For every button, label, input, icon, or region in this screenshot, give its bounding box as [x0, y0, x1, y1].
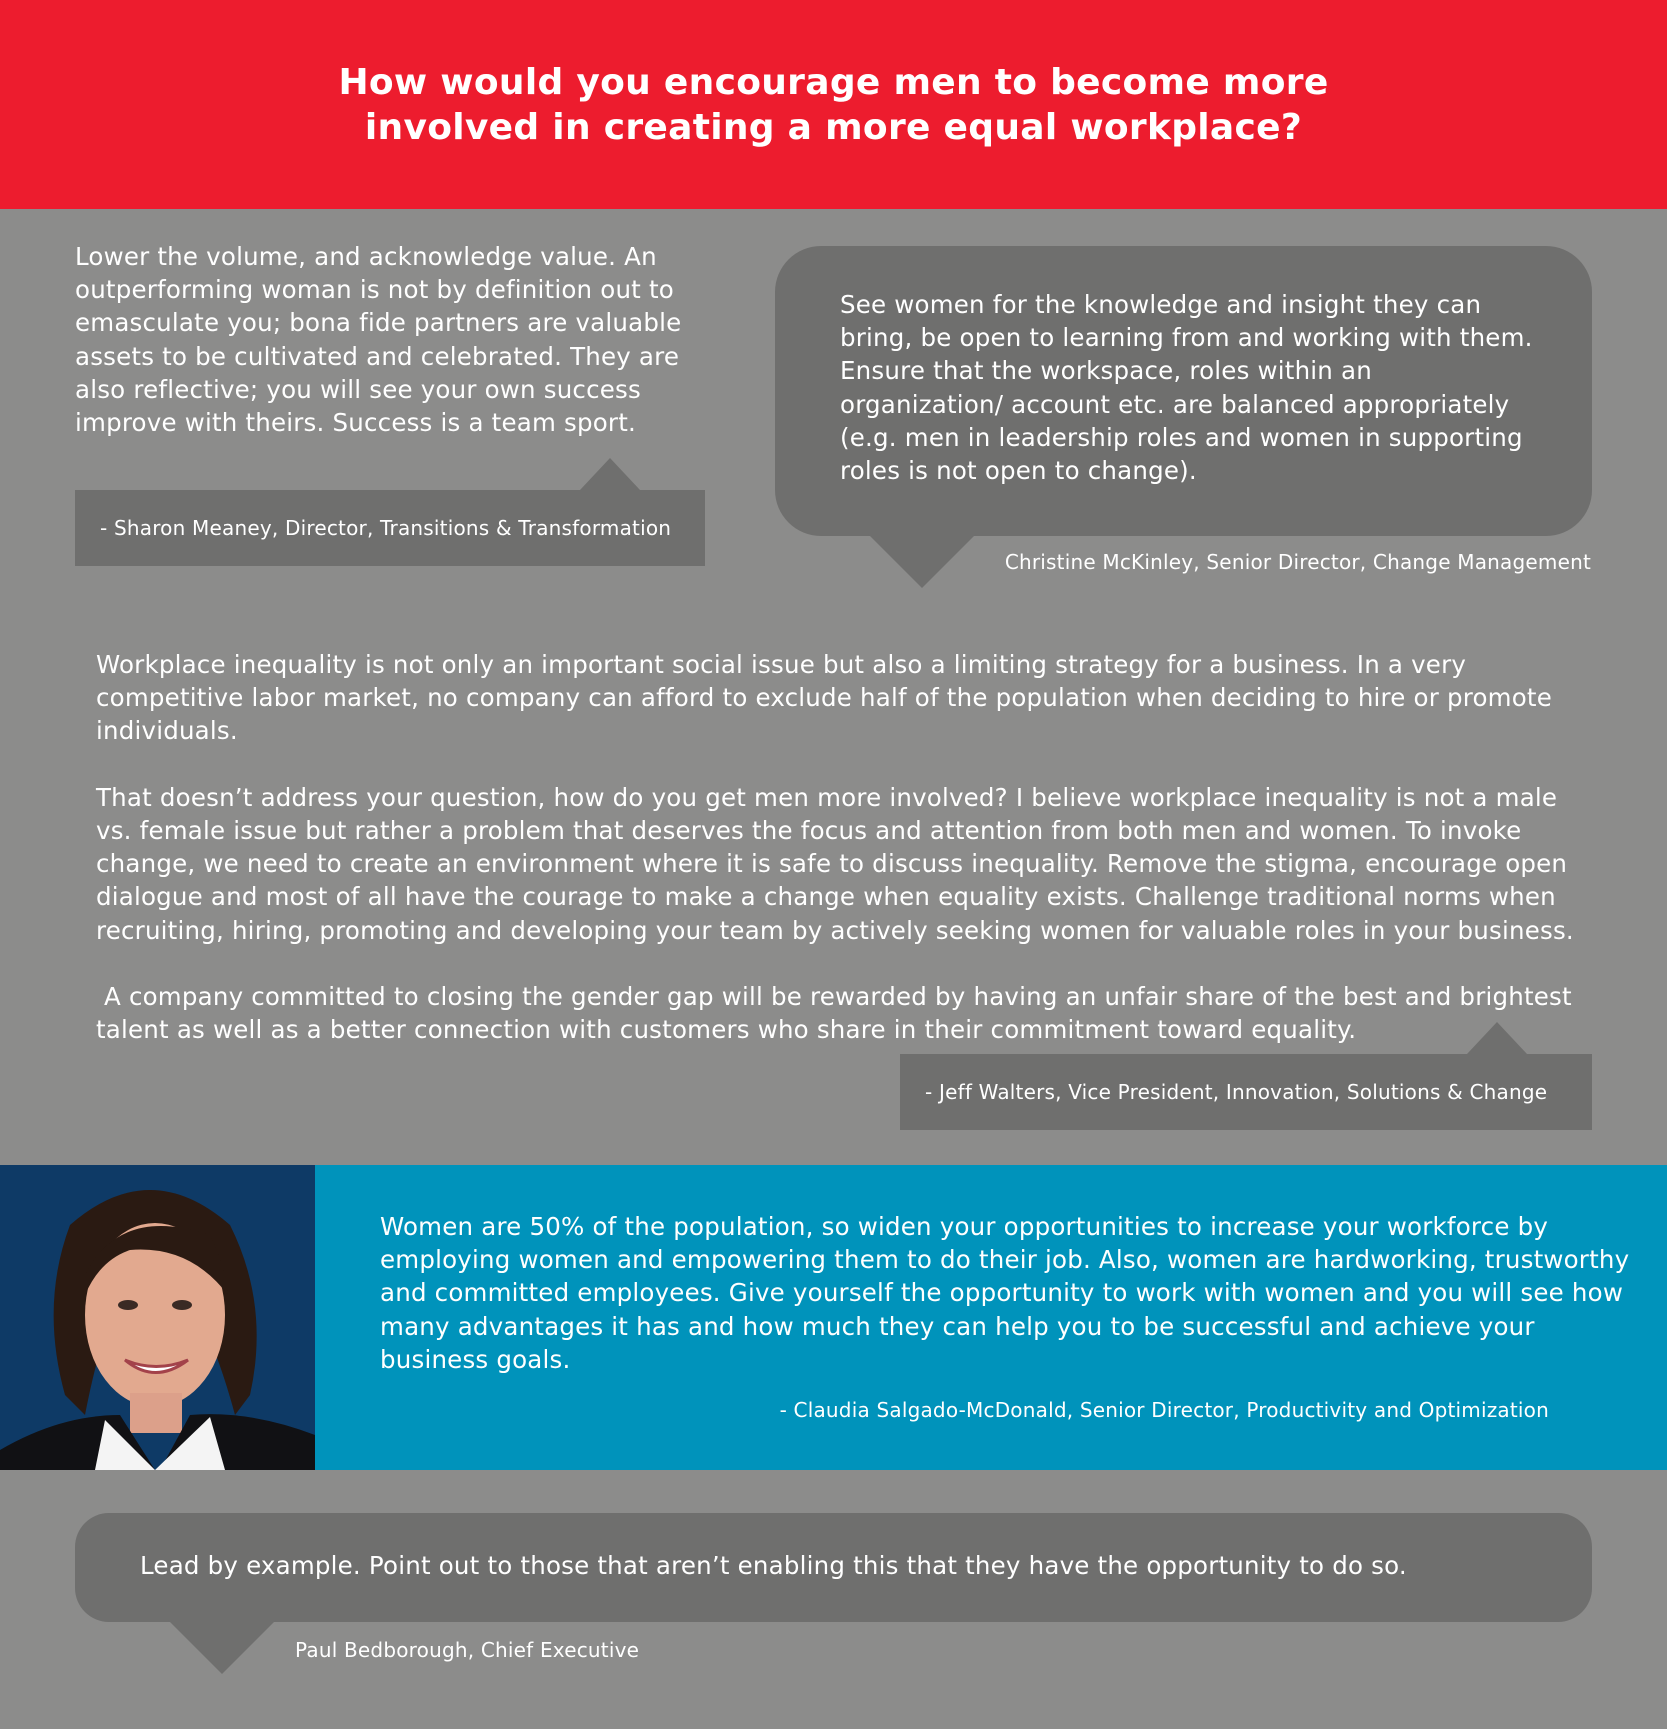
speech-bubble-christine: [775, 246, 1592, 536]
quote-jeff-text: [96, 648, 1596, 1080]
page-title: [334, 60, 1334, 150]
callout-pointer: [580, 458, 640, 490]
quote-jeff-paragraph: That doesn’t address your question, how do you get men more involved? I believe workplace inequality is not a male vs. female issue but rather a problem that deserves the focus and attention from both men and women. To invoke change, we need to create an environment where it is safe to discuss inequality. Remove the stigma, encourage open dialogue and most of all have the courage to make a change when equality exists. Challenge traditional norms when recruiting, hiring, promoting and developing your team by actively seeking women for valuable roles in your business.: [96, 782, 1574, 945]
portrait-photo: [0, 1165, 315, 1470]
quote-christine-text: See women for the knowledge and insight they can bring, be open to learning from and working with them. Ensure that the workspace, roles within an organization/ account etc. are balanced appropriately (e.g. men in leadership roles and women in supporting roles is not open to change).: [840, 290, 1533, 486]
attribution-box-jeff: [900, 1054, 1592, 1130]
portrait-image: [0, 1165, 315, 1470]
header-banner: [0, 0, 1667, 209]
quote-claudia-text: Women are 50% of the population, so widen your opportunities to increase your workforce by employing women and empowering them to do their job. Also, women are hardworking, trustworthy and committed employees. Give yourself the opportunity to work with women and you will see how many advantages it has and how much they can help you to be successful and achieve your business goals.: [380, 1212, 1630, 1374]
quote-jeff-paragraph: A company committed to closing the gender gap will be rewarded by having an unfair share of the best and brightest talent as well as a better connection with customers who share in their commitment toward equality.: [96, 982, 1580, 1045]
attribution-claudia: - Claudia Salgado-McDonald, Senior Director, Productivity and Optimization: [779, 1398, 1549, 1422]
attribution-paul: Paul Bedborough, Chief Executive: [295, 1638, 640, 1662]
quote-sharon-text: Lower the volume, and acknowledge value. An outperforming woman is not by definition out to emasculate you; bona fide partners are valuable assets to be cultivated and celebrated. They are also reflective; you will see your own success improve with theirs. Success is a team sport.: [75, 242, 682, 438]
speech-bubble-paul: [75, 1513, 1592, 1622]
attribution-sharon: - Sharon Meaney, Director, Transitions & Transformation: [100, 516, 672, 540]
quote-paul-text: Lead by example. Point out to those that aren’t enabling this that they have the opportunity to do so.: [140, 1551, 1407, 1580]
quote-jeff-paragraph: Workplace inequality is not only an important social issue but also a limiting strategy for a business. In a very competitive labor market, no company can afford to exclude half of the population when deciding to hire or promote individuals.: [96, 650, 1553, 746]
callout-pointer: [1467, 1022, 1527, 1054]
attribution-christine: Christine McKinley, Senior Director, Change Management: [1004, 550, 1591, 574]
attribution-box-sharon: [75, 490, 705, 566]
bubble-pointer: [168, 1620, 276, 1674]
title-line-2: involved in creating a more equal workplace?: [364, 106, 1303, 148]
bubble-pointer: [868, 534, 976, 588]
title-line-1: How would you encourage men to become more: [338, 61, 1329, 103]
attribution-jeff: - Jeff Walters, Vice President, Innovation, Solutions & Change: [925, 1080, 1548, 1104]
